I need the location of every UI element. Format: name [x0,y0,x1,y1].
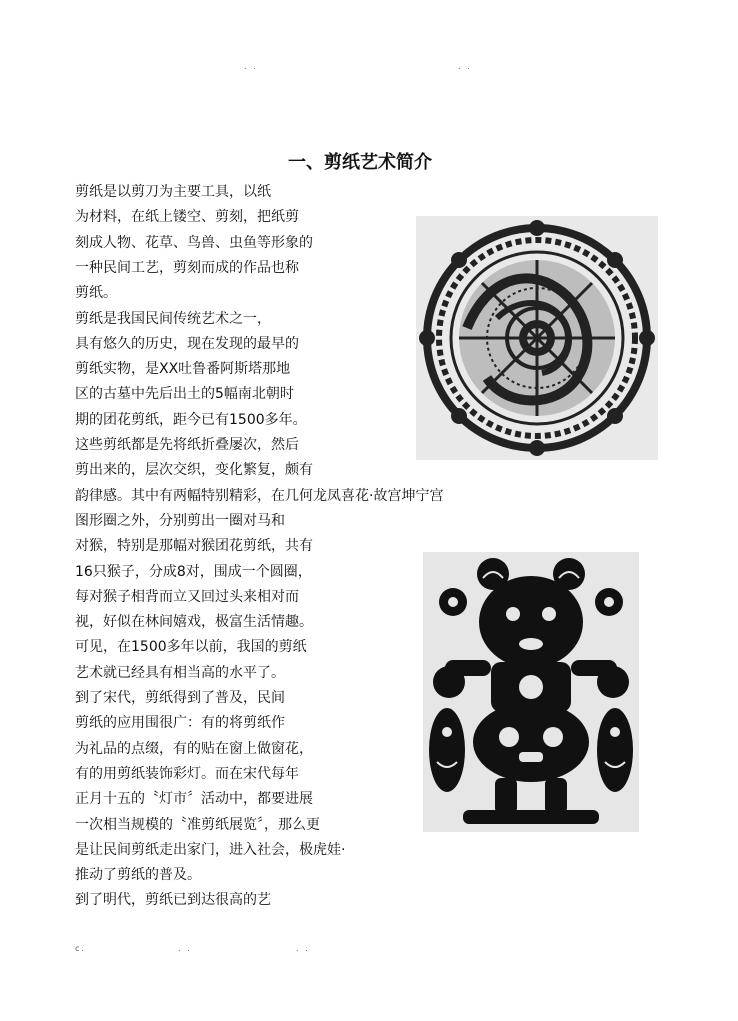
text-line: 每对猴子相背而立又回过头来相对而 [75,588,299,605]
text-line: 是让民间剪纸走出家门，进入社会，极虎娃· [75,841,346,858]
text-line: 为礼品的点缀，有的贴在窗上做窗花， [75,740,313,757]
text-line: 对猴，特别是那幅对猴团花剪纸，共有 [75,538,313,555]
text-line: 到了明代，剪纸已到达很高的艺 [75,892,271,909]
text-line: 一次相当规模的〝准剪纸展览〞，那么更 [75,816,320,833]
text-line: 到了宋代，剪纸得到了普及，民间 [75,690,285,706]
text-line: 为材料，在纸上镂空、剪刻，把纸剪 [75,209,299,226]
text-line: 一种民间工艺，剪刻而成的作品也称 [75,259,299,276]
text-line: 具有悠久的历史，现在发现的最早的 [75,335,299,352]
text-line: 剪纸是我国民间传统艺术之一， [75,310,271,327]
header-marks-left: . . [244,62,258,71]
papercut-figure-image [423,552,639,832]
text-line: 韵律感。其中有两幅特别精彩，在几何龙凤喜花·故宫坤宁宫 [75,487,444,504]
text-line: 有的用剪纸装饰彩灯。而在宋代每年 [75,765,299,782]
footer-mark-mid2: . . [296,944,310,953]
text-line: 剪出来的，层次交织，变化繁复，颇有 [75,462,313,479]
text-line: 16只猴子，分成8对，围成一个圆圈， [75,563,312,580]
page-title-text: 一、剪纸艺术简介 [288,152,432,173]
footer-mark-left: c. [75,944,86,953]
footer-mark-mid1: . . [178,944,192,953]
text-line: 艺术就已经具有相当高的水平了。 [75,664,285,681]
text-line: 可见，在1500多年以前，我国的剪纸 [75,639,307,656]
text-line: 区的古墓中先后出土的5幅南北朝时 [75,386,294,403]
text-line: 图形圈之外，分别剪出一圈对马和 [75,512,285,529]
text-line: 正月十五的〝灯市〞活动中，都要进展 [75,791,313,808]
text-line: 剪纸的应用围很广：有的将剪纸作 [75,715,285,732]
text-line: 刻成人物、花草、鸟兽、虫鱼等形象的 [75,234,313,251]
header-marks-right: . . [458,62,472,71]
text-line: 期的团花剪纸，距今已有1500多年。 [75,411,307,428]
text-line: 推动了剪纸的普及。 [75,867,201,884]
text-line: 视，好似在林间嬉戏，极富生活情趣。 [75,614,313,631]
papercut-round-image [416,216,658,460]
text-line: 剪纸实物，是XX吐鲁番阿斯塔那地 [75,361,291,378]
page-title [0,148,738,174]
text-line: 剪纸。 [75,285,117,302]
text-line: 这些剪纸都是先将纸折叠屡次，然后 [75,437,299,453]
text-line: 剪纸是以剪刀为主要工具，以纸 [75,184,271,200]
